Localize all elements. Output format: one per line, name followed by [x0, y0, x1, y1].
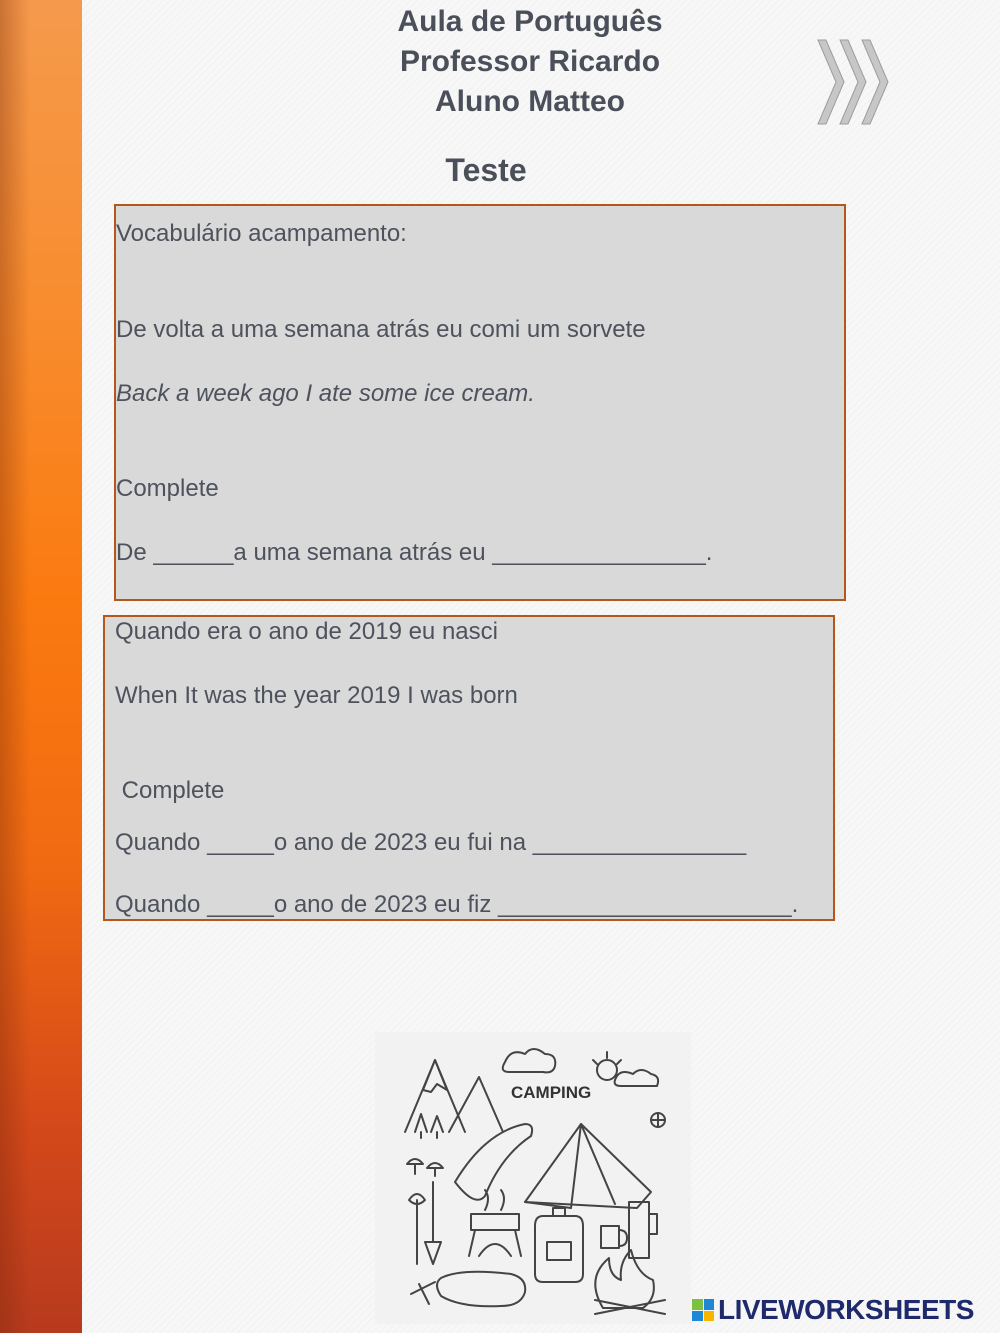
complete-label: Complete [115, 777, 225, 804]
logo-mark-icon [692, 1299, 714, 1321]
camping-drawing [375, 1032, 691, 1324]
logo-text: LIVEWORKSHEETS [718, 1294, 974, 1325]
fill-in-exercise-1[interactable]: Quando _____o ano de 2023 eu fui na ________________ [115, 829, 747, 856]
chevrons-icon [812, 36, 896, 128]
sidebar-shade [0, 0, 30, 1333]
orange-sidebar [0, 0, 82, 1333]
camping-illustration [375, 1032, 691, 1324]
fill-in-exercise[interactable]: De ______a uma semana atrás eu ________________. [116, 539, 713, 566]
exercise-box-1 [114, 204, 846, 601]
sentence-pt: Quando era o ano de 2019 eu nasci [115, 618, 498, 645]
header-teacher: Professor Ricardo [399, 45, 661, 78]
exercise-box-2 [103, 615, 835, 921]
sentence-pt: De volta a uma semana atrás eu comi um sorvete [116, 316, 646, 343]
header-course: Aula de Português [397, 5, 663, 38]
vocab-label: Vocabulário acampamento: [116, 220, 407, 247]
camping-caption: CAMPING [511, 1083, 592, 1102]
fill-in-exercise-2[interactable]: Quando _____o ano de 2023 eu fiz ______________________. [115, 891, 799, 918]
header-student: Aluno Matteo [435, 85, 625, 118]
complete-label: Complete [116, 475, 219, 502]
test-title: Teste [445, 152, 527, 188]
sentence-en: When It was the year 2019 I was born [115, 682, 518, 709]
page-header [330, 2, 730, 122]
sentence-en: Back a week ago I ate some ice cream. [116, 380, 535, 407]
liveworksheets-logo [692, 1293, 974, 1327]
